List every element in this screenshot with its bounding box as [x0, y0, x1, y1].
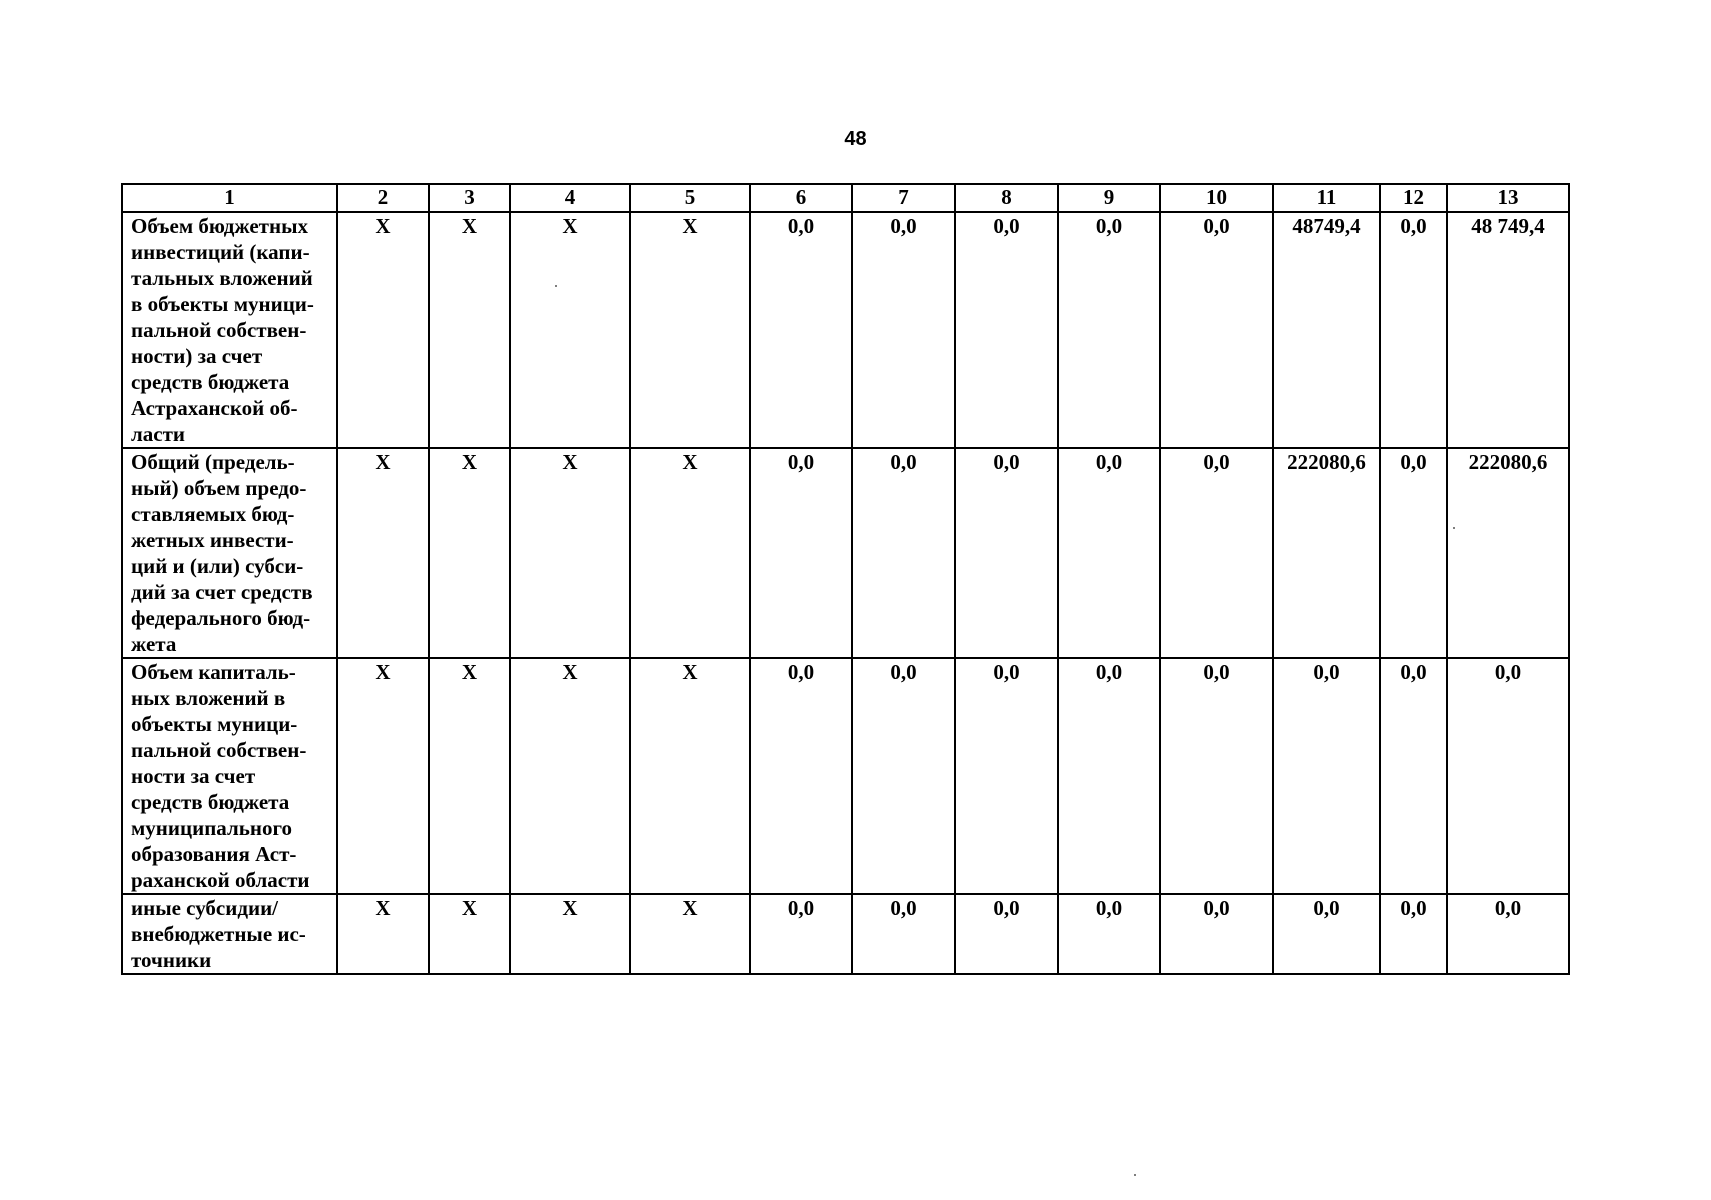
value-cell: 0,0	[955, 894, 1058, 974]
value-cell: X	[337, 658, 429, 894]
table-body	[122, 184, 1569, 974]
row-label-cell	[122, 212, 337, 448]
row-label-line: жетных инвести-	[131, 528, 294, 552]
row-label-line: объекты муници-	[131, 712, 298, 736]
value-cell: 0,0	[750, 894, 852, 974]
value-cell: X	[429, 448, 510, 658]
value-cell: 0,0	[1160, 448, 1273, 658]
value-cell: 0,0	[1380, 658, 1447, 894]
value-cell: 0,0	[1160, 658, 1273, 894]
row-label-line: ности) за счет	[131, 344, 263, 368]
column-number-cell: 4	[510, 184, 630, 212]
row-label-line: пальной собствен-	[131, 738, 307, 762]
row-label-line: ласти	[131, 422, 186, 446]
row-label-line: образования Аст-	[131, 842, 297, 866]
table-row	[122, 448, 1569, 658]
value-cell: X	[630, 658, 750, 894]
row-label-line: средств бюджета	[131, 370, 290, 394]
column-number-cell: 11	[1273, 184, 1380, 212]
value-cell: X	[510, 212, 630, 448]
value-cell: 0,0	[1058, 448, 1160, 658]
value-cell: 0,0	[1380, 894, 1447, 974]
value-cell: X	[337, 894, 429, 974]
column-number-cell: 10	[1160, 184, 1273, 212]
column-number-cell: 3	[429, 184, 510, 212]
row-label-cell	[122, 658, 337, 894]
scan-speck	[1134, 1174, 1136, 1176]
value-cell: 0,0	[955, 448, 1058, 658]
row-label-line: в объекты муници-	[131, 292, 314, 316]
value-cell: 0,0	[1160, 212, 1273, 448]
row-label-line: дий за счет средств	[131, 580, 313, 604]
row-label-line: инвестиций (капи-	[131, 240, 310, 264]
value-cell: 0,0	[1273, 658, 1380, 894]
value-cell: X	[429, 658, 510, 894]
column-number-cell: 13	[1447, 184, 1569, 212]
column-number-cell: 1	[122, 184, 337, 212]
value-cell: X	[429, 894, 510, 974]
value-cell: X	[510, 448, 630, 658]
row-label-line: тальных вложений	[131, 266, 313, 290]
value-cell: 48749,4	[1273, 212, 1380, 448]
table-row	[122, 894, 1569, 974]
column-number-cell: 5	[630, 184, 750, 212]
scan-speck	[1453, 527, 1455, 529]
page-number: 48	[844, 128, 867, 150]
value-cell: X	[630, 448, 750, 658]
value-cell: 0,0	[1160, 894, 1273, 974]
value-cell: 0,0	[852, 894, 955, 974]
value-cell: 0,0	[750, 212, 852, 448]
row-label-line: ный) объем предо-	[131, 476, 307, 500]
table-row	[122, 212, 1569, 448]
value-cell: 0,0	[955, 212, 1058, 448]
row-label-line: Объем бюджетных	[131, 214, 308, 238]
row-label-line: Астраханской об-	[131, 396, 298, 420]
value-cell: 222080,6	[1273, 448, 1380, 658]
row-label-line: Общий (предель-	[131, 450, 295, 474]
value-cell: 0,0	[1447, 658, 1569, 894]
row-label-line: федерального бюд-	[131, 606, 311, 630]
row-label-line: раханской области	[131, 868, 310, 892]
row-label-line: ций и (или) субси-	[131, 554, 304, 578]
value-cell: 48 749,4	[1447, 212, 1569, 448]
value-cell: X	[510, 894, 630, 974]
row-label-line: ности за счет	[131, 764, 256, 788]
value-cell: 0,0	[1273, 894, 1380, 974]
value-cell: 0,0	[750, 658, 852, 894]
row-label-line: точники	[131, 948, 212, 972]
row-label-line: средств бюджета	[131, 790, 290, 814]
column-number-cell: 6	[750, 184, 852, 212]
row-label-line: жета	[131, 632, 177, 656]
value-cell: 0,0	[1447, 894, 1569, 974]
column-number-cell: 7	[852, 184, 955, 212]
value-cell: 0,0	[955, 658, 1058, 894]
value-cell: 0,0	[852, 448, 955, 658]
value-cell: 0,0	[852, 212, 955, 448]
value-cell: X	[337, 448, 429, 658]
value-cell: 0,0	[1380, 212, 1447, 448]
value-cell: X	[510, 658, 630, 894]
row-label-line: Объем капиталь-	[131, 660, 296, 684]
column-number-cell: 9	[1058, 184, 1160, 212]
table-row	[122, 658, 1569, 894]
row-label-cell	[122, 894, 337, 974]
value-cell: 0,0	[750, 448, 852, 658]
column-number-cell: 8	[955, 184, 1058, 212]
value-cell: X	[630, 212, 750, 448]
row-label-line: ных вложений в	[131, 686, 286, 710]
value-cell: 0,0	[1380, 448, 1447, 658]
row-label-line: иные субсидии/	[131, 896, 279, 920]
row-label-line: пальной собствен-	[131, 318, 307, 342]
value-cell: 0,0	[852, 658, 955, 894]
value-cell: X	[337, 212, 429, 448]
budget-table	[121, 183, 1570, 975]
column-number-row	[122, 184, 1569, 212]
column-number-cell: 12	[1380, 184, 1447, 212]
value-cell: 222080,6	[1447, 448, 1569, 658]
row-label-line: муниципального	[131, 816, 292, 840]
value-cell: X	[630, 894, 750, 974]
value-cell: 0,0	[1058, 212, 1160, 448]
row-label-line: ставляемых бюд-	[131, 502, 295, 526]
value-cell: X	[429, 212, 510, 448]
row-label-line: внебюджетные ис-	[131, 922, 306, 946]
value-cell: 0,0	[1058, 894, 1160, 974]
column-number-cell: 2	[337, 184, 429, 212]
scan-speck	[555, 285, 557, 287]
value-cell: 0,0	[1058, 658, 1160, 894]
row-label-cell	[122, 448, 337, 658]
